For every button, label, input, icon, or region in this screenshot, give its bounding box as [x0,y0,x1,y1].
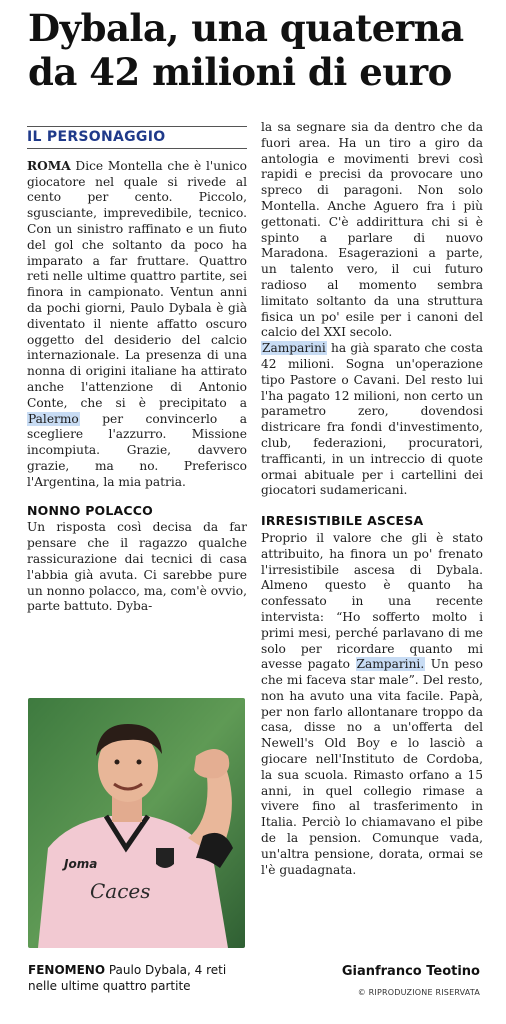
section2-paragraph [261,531,483,879]
section1-paragraph: Un risposta così decisa da far pensare che il ragazzo qualche rassicurazione dai tecnici di casa l'abbia già avuta. Ci sarebbe pure un nonno polacco, ma, com'è ovvio, parte battuto. Dyba- [27,520,247,614]
intro-text-b: per convincerlo a scegliere l'azzurro. Missione incompiuta. Grazie, davvero grazie, ma no. Preferisco l'Argentina, la mia patria. [27,411,247,489]
caption-text: Paulo Dybala, 4 reti nelle ultime quattro partite [28,963,227,993]
left-column [27,120,247,615]
right-eye [137,760,142,765]
section-title-irresistibile-ascesa: IRRESISTIBILE ASCESA [261,513,424,529]
kicker-rule [27,126,247,149]
headline-line-1: Dybala, una quaterna [28,6,464,50]
intro-paragraph [27,159,247,491]
right-column [261,120,483,878]
author-signature: Gianfranco Teotino [341,964,480,979]
photo-caption [28,962,253,994]
right-paragraph-1: la sa segnare sia da dentro che da fuori area. Ha un tiro a giro da antologia e movimenti brevi così rapidi e precisi da provocare uno spreco di paragoni. Non solo Montella. Anche Aguero fra i più gettonati. C'è addirittura chi si è spinto a parlare di nuovo Maradona. Esagerazioni a parte, un talento vero, il cui futuro radioso al momento sembra limitato soltanto da una struttura fisica un po' esile per i canoni del calcio del XXI secolo. [261,120,483,340]
player-photo [28,698,245,948]
highlight-zamparini-1: Zamparini [262,341,326,356]
section2-text-b: Un peso che mi faceva star male”. Del resto, non ha avuto una vita facile. Papà, per non farlo allontanare troppo da casa, disse no a un'offerta del Newell's Old Boy e lo lasciò a giocare nell'Instituto de Cordoba, la sua scuola. Rimasto orfano a 15 anni, in quel collegio rimase a vivere fino al trasferimento in Italia. Perciò lo chiamavano el pibe de la pension. Comunque vada, un'altra pensione, dorata, ormai se l'è guadagnata. [261,657,483,877]
headline-line-2: da 42 milioni di euro [28,50,452,94]
section-title-nonno-polacco: NONNO POLACCO [27,502,153,518]
highlight-palermo: Palermo [28,411,79,426]
jersey-sponsor-logo: Caces [90,879,151,903]
kicker-label: IL PERSONAGGIO [27,129,166,145]
intro-text-a: Dice Montella che è l'unico giocatore nel quale si rivede al cento per cento. Piccolo, sgusciante, imprevedibile, tecnico. Con un sinistro raffinato e un fiuto del gol che soltanto da poco ha imparato a far fruttare. Quattro reti nelle ultime quattro partite, sei finora in campionato. Ventun anni da pochi giorni, Paulo Dybala è già diventato il niente affatto oscuro oggetto del desiderio del calcio internazionale. La presenza di una nonna di origini italiane ha attirato anche l'attenzione di Antonio Conte, che si è precipitato a [27,158,247,410]
jersey-brand-logo: Joma [64,857,98,871]
player-photo-illustration [28,698,245,948]
club-crest-icon [156,848,174,868]
right-text-b: ha già sparato che costa 42 milioni. Sogna un'operazione tipo Pastore o Cavani. Del resto lui l'ha pagato 12 milioni, non certo un parametro zero, dovendosi districare fra fondi d'investimento, club, federazioni, procuratori, trafficanti, in un intreccio di quote ormai abituale per i cartellini dei giocatori sudamericani. [261,341,483,498]
left-eye [115,760,120,765]
rights-notice: © RIPRODUZIONE RISERVATA [357,988,480,997]
dateline-city: ROMA [27,158,71,173]
right-paragraph-2 [261,341,483,499]
headline [28,6,498,94]
highlight-zamparini-2: Zamparini. [356,657,425,672]
section2-text-a: Proprio il valore che gli è stato attribuito, ha finora un po' frenato l'irresistibile ascesa di Dybala. Almeno questo è quanto ha confessato in una recente intervista: “Ho sofferto molto i primi mesi, perché parlavano di me solo per ricordare quanto mi avesse pagato [261,530,483,672]
caption-label: FENOMENO [28,963,106,977]
